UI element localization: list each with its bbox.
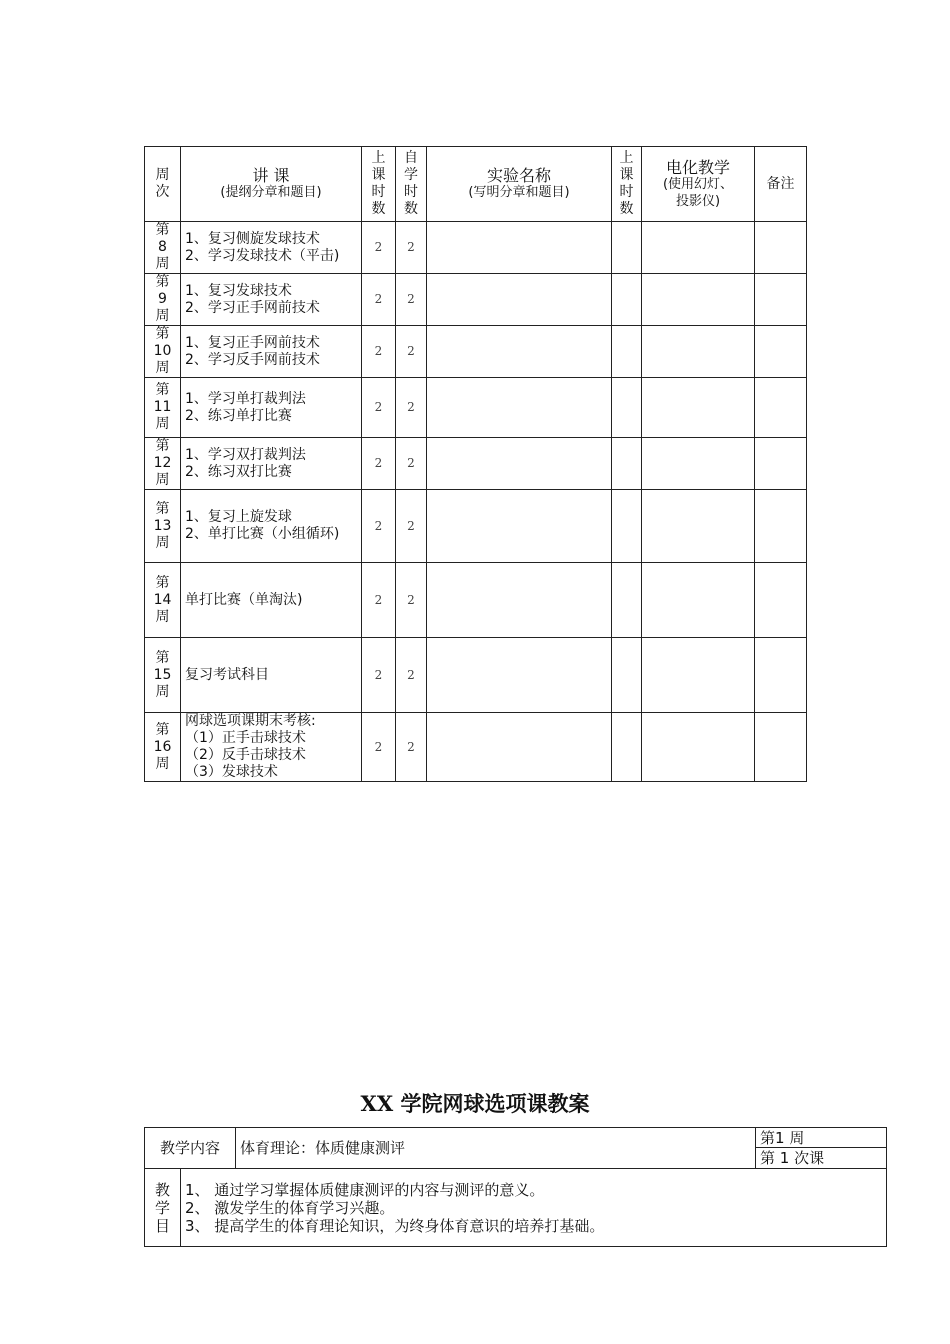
experiment-sub: (写明分章和题目) (468, 185, 570, 200)
media-cell (642, 490, 755, 563)
media-cell (642, 438, 755, 490)
lesson-plan-table (144, 1127, 887, 1247)
media-cell (642, 563, 755, 638)
lecture-cell: 单打比赛（单淘汰) (181, 563, 362, 638)
lecture-cell: 1、复习正手网前技术 2、学习反手网前技术 (181, 326, 362, 378)
experiment-cell (427, 638, 612, 713)
remarks-cell (755, 274, 807, 326)
header-lecture (181, 147, 362, 222)
week-cell: 第 16 周 (145, 713, 181, 782)
table-row (145, 490, 807, 563)
remarks-cell (755, 222, 807, 274)
table-row (145, 713, 807, 782)
self-hours-cell: 2 (396, 438, 427, 490)
experiment-cell (427, 563, 612, 638)
class-hours-cell: 2 (362, 563, 396, 638)
self-hours-cell: 2 (396, 490, 427, 563)
media-cell (642, 326, 755, 378)
week-cell: 第 14 周 (145, 563, 181, 638)
exp-hours-cell (612, 490, 642, 563)
exp-hours-cell (612, 378, 642, 438)
header-exp-hours: 上 课 时 数 (612, 147, 642, 222)
self-hours-cell: 2 (396, 563, 427, 638)
exp-hours-cell (612, 713, 642, 782)
self-hours-cell: 2 (396, 638, 427, 713)
remarks-cell (755, 563, 807, 638)
self-hours-cell: 2 (396, 222, 427, 274)
exp-hours-cell (612, 438, 642, 490)
goal-label: 教 学 目 (145, 1169, 181, 1247)
week-cell: 第 9 周 (145, 274, 181, 326)
exp-hours-cell (612, 222, 642, 274)
class-hours-cell: 2 (362, 222, 396, 274)
header-media (642, 147, 755, 222)
table-row (145, 438, 807, 490)
media-sub: (使用幻灯、 投影仪) (662, 176, 734, 209)
week-cell: 第 8 周 (145, 222, 181, 274)
header-remarks: 备注 (755, 147, 807, 222)
remarks-cell (755, 490, 807, 563)
week-cell: 第 10 周 (145, 326, 181, 378)
week-cell: 第 15 周 (145, 638, 181, 713)
experiment-cell (427, 713, 612, 782)
exp-hours-cell (612, 326, 642, 378)
content-value: 体育理论：体质健康测评 (236, 1128, 756, 1169)
week-value: 第1 周 (756, 1128, 887, 1148)
exp-hours-cell (612, 638, 642, 713)
lecture-cell: 1、复习上旋发球 2、单打比赛（小组循环) (181, 490, 362, 563)
remarks-cell (755, 638, 807, 713)
header-week: 周 次 (145, 147, 181, 222)
week-cell: 第 12 周 (145, 438, 181, 490)
media-cell (642, 638, 755, 713)
header-experiment (427, 147, 612, 222)
media-label: 电化教学 (665, 157, 730, 177)
lecture-label: 讲 课 (252, 166, 290, 185)
remarks-cell (755, 378, 807, 438)
class-hours-cell: 2 (362, 326, 396, 378)
remarks-cell (755, 326, 807, 378)
class-hours-cell: 2 (362, 638, 396, 713)
experiment-cell (427, 378, 612, 438)
content-label: 教学内容 (145, 1128, 236, 1169)
week-cell: 第 11 周 (145, 378, 181, 438)
lesson-value: 第 1 次课 (756, 1148, 887, 1169)
weekly-schedule-table (144, 146, 807, 782)
media-cell (642, 274, 755, 326)
table-row (145, 638, 807, 713)
header-row (145, 147, 807, 222)
exp-hours-cell (612, 563, 642, 638)
table-row (145, 563, 807, 638)
experiment-cell (427, 274, 612, 326)
lecture-sub: (提纲分章和题目) (220, 185, 322, 200)
table-row (145, 274, 807, 326)
remarks-cell (755, 713, 807, 782)
exp-hours-cell (612, 274, 642, 326)
header-self-hours: 自 学 时 数 (396, 147, 427, 222)
lecture-cell: 网球选项课期末考核: （1）正手击球技术 （2）反手击球技术 （3）发球技术 (181, 713, 362, 782)
lecture-cell: 复习考试科目 (181, 638, 362, 713)
lecture-cell: 1、复习发球技术 2、学习正手网前技术 (181, 274, 362, 326)
media-cell (642, 713, 755, 782)
table-row (145, 326, 807, 378)
table-row (145, 222, 807, 274)
experiment-label: 实验名称 (486, 166, 551, 185)
class-hours-cell: 2 (362, 274, 396, 326)
experiment-cell (427, 490, 612, 563)
goal-list: 1、 通过学习掌握体质健康测评的内容与测评的意义。 2、 激发学生的体育学习兴趣。 3、 提高学生的体育理论知识，为终身体育意识的培养打基础。 (181, 1169, 887, 1247)
media-cell (642, 222, 755, 274)
lecture-cell: 1、学习单打裁判法 2、练习单打比赛 (181, 378, 362, 438)
self-hours-cell: 2 (396, 378, 427, 438)
header-class-hours: 上 课 时 数 (362, 147, 396, 222)
class-hours-cell: 2 (362, 378, 396, 438)
experiment-cell (427, 326, 612, 378)
table-row (145, 378, 807, 438)
experiment-cell (427, 438, 612, 490)
lecture-cell: 1、复习侧旋发球技术 2、学习发球技术（平击) (181, 222, 362, 274)
remarks-cell (755, 438, 807, 490)
week-cell: 第 13 周 (145, 490, 181, 563)
media-cell (642, 378, 755, 438)
class-hours-cell: 2 (362, 490, 396, 563)
experiment-cell (427, 222, 612, 274)
self-hours-cell: 2 (396, 326, 427, 378)
self-hours-cell: 2 (396, 274, 427, 326)
class-hours-cell: 2 (362, 438, 396, 490)
self-hours-cell: 2 (396, 713, 427, 782)
page-title: XX 学院网球选项课教案 (360, 1091, 590, 1116)
class-hours-cell: 2 (362, 713, 396, 782)
lecture-cell: 1、学习双打裁判法 2、练习双打比赛 (181, 438, 362, 490)
